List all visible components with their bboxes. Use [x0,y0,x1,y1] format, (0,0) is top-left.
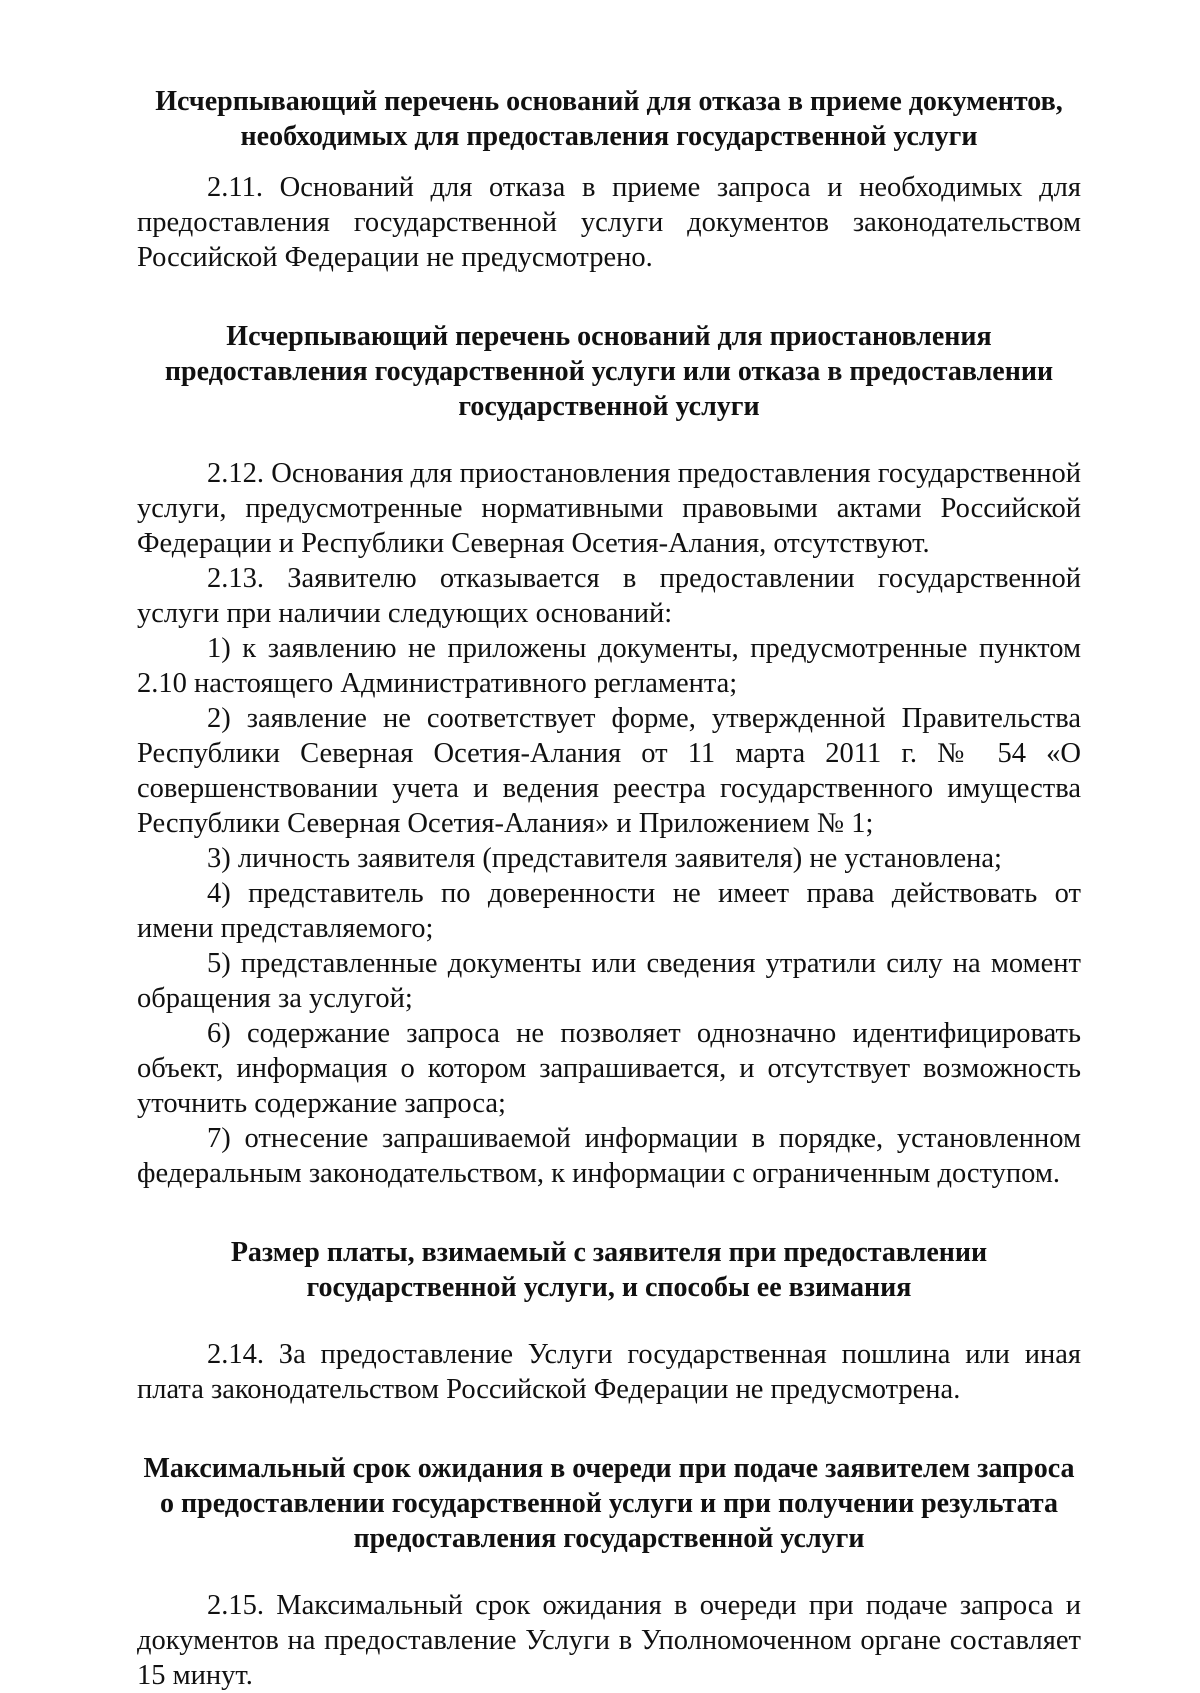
list-item-1: 1) к заявлению не приложены документы, предусмотренные пунктом 2.10 настоящего Административного регламента; [137,633,1081,699]
section-heading-refusal-acceptance: Исчерпывающий перечень оснований для отказа в приеме документов, необходимых для предоставления государственной услуги [155,86,1063,152]
paragraph-2-15: 2.15. Максимальный срок ожидания в очереди при подаче запроса и документов на предоставление Услуги в Уполномоченном органе составляет 15 минут. [137,1590,1081,1691]
list-item-7: 7) отнесение запрашиваемой информации в порядке, установленном федеральным законодательством, к информации с ограниченным доступом. [137,1123,1081,1189]
paragraph-2-14: 2.14. За предоставление Услуги государственная пошлина или иная плата законодательством Российской Федерации не предусмотрена. [137,1339,1081,1405]
paragraph-2-12: 2.12. Основания для приостановления предоставления государственной услуги, предусмотренные нормативными правовыми актами Российской Федерации и Республики Северная Осетия-Алания, отсутствуют. [137,458,1081,559]
list-item-6: 6) содержание запроса не позволяет однозначно идентифицировать объект, информация о котором запрашивается, и отсутствует возможность уточнить содержание запроса; [137,1018,1081,1119]
list-item-3: 3) личность заявителя (представителя заявителя) не установлена; [207,843,1002,874]
section-heading-fee: Размер платы, взимаемый с заявителя при предоставлении государственной услуги, и способы ее взимания [230,1237,988,1303]
list-item-2: 2) заявление не соответствует форме, утвержденной Правительства Республики Северная Осетия-Алания от 11 марта 2011 г. № 54 «О совершенствовании учета и ведения реестра государственного имущества Республики Северная Осетия-Алания» и Приложением № 1; [137,703,1081,839]
section-heading-suspension-refusal: Исчерпывающий перечень оснований для приостановления предоставления государственной услуги или отказа в предоставлении государственной услуги [164,321,1054,422]
paragraph-2-11: 2.11. Оснований для отказа в приеме запроса и необходимых для предоставления государственной услуги документов законодательством Российской Федерации не предусмотрено. [137,172,1081,273]
paragraph-2-13: 2.13. Заявителю отказывается в предоставлении государственной услуги при наличии следующих оснований: [137,563,1081,629]
list-item-5: 5) представленные документы или сведения утратили силу на момент обращения за услугой; [137,948,1081,1014]
section-heading-queue-time: Максимальный срок ожидания в очереди при подаче заявителем запроса о предоставлении государственной услуги и при получении результата предоставления государственной услуги [143,1453,1075,1554]
list-item-4: 4) представитель по доверенности не имеет права действовать от имени представляемого; [137,878,1081,944]
document-body [137,84,1081,1693]
